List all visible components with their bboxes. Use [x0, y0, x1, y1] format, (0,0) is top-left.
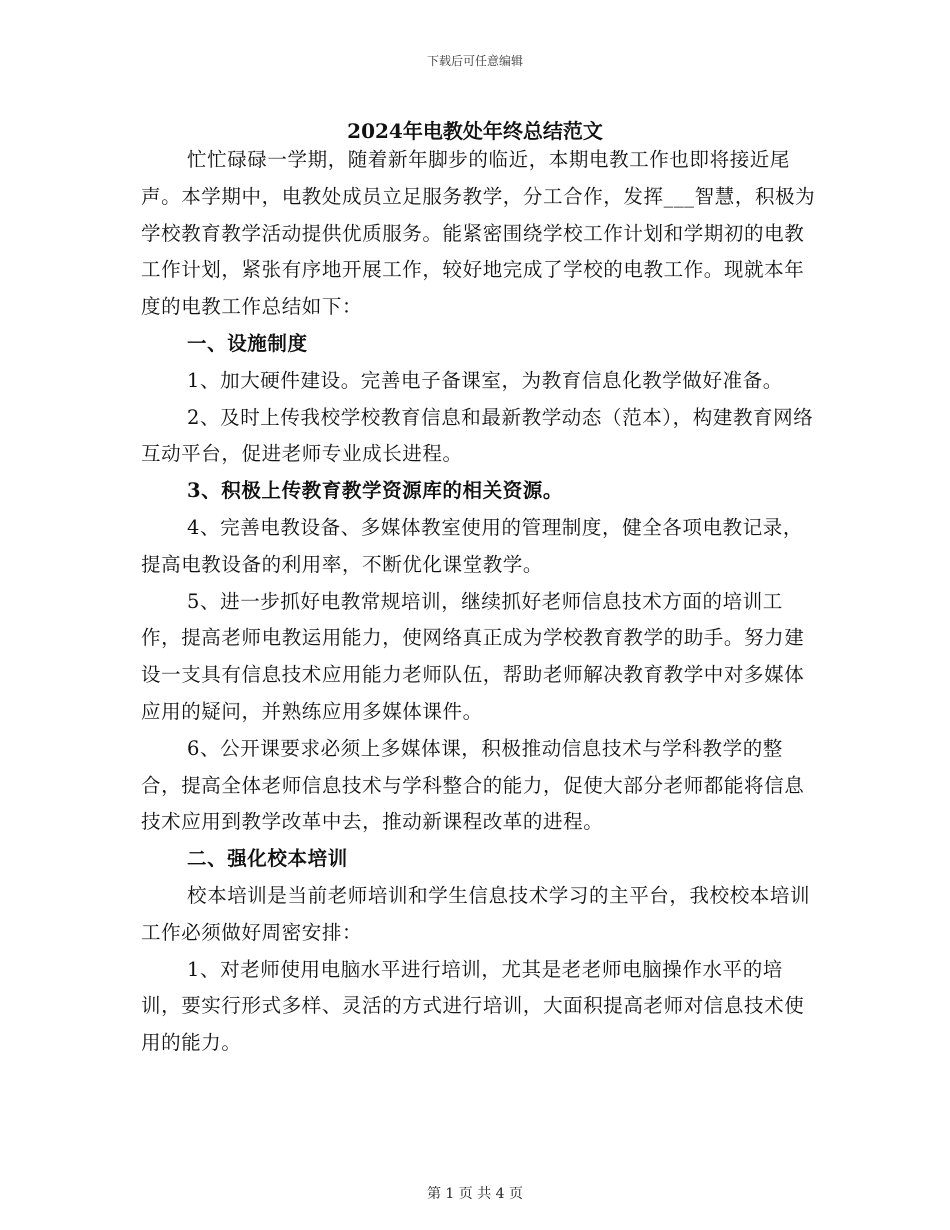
page-footer: 第 1 页 共 4 页 [426, 1186, 524, 1202]
list-item: 5、进一步抓好电教常规培训，继续抓好老师信息技术方面的培训工作，提高老师电教运用能力，使网络真正成为学校教育教学的助手。努力建设一支具有信息技术应用能力老师队伍，帮助老师解决教育教学中对多媒体应用的疑问，并熟练应用多媒体课件。 [141, 589, 805, 723]
intro-paragraph: 忙忙碌碌一学期，随着新年脚步的临近，本期电教工作也即将接近尾声。本学期中，电教处成员立足服务教学，分工合作，发挥___智慧，积极为学校教育教学活动提供优质服务。能紧密围绕学校工作计划和学期初的电教工作计划，紧张有序地开展工作，较好地完成了学校的电教工作。现就本年度的电教工作总结如下： [141, 148, 816, 319]
list-item: 4、完善电教设备、多媒体教室使用的管理制度，健全各项电教记录，提高电教设备的利用率，不断优化课堂教学。 [141, 515, 804, 576]
list-item-bold: 3、积极上传教育教学资源库的相关资源。 [187, 479, 563, 503]
document-title: 2024年电教处年终总结范文 [347, 119, 603, 143]
list-item: 1、对老师使用电脑水平进行培训，尤其是老老师电脑操作水平的培训，要实行形式多样、灵活的方式进行培训，大面积提高老师对信息技术使用的能力。 [141, 957, 805, 1055]
list-item: 2、及时上传我校学校教育信息和最新教学动态（范本），构建教育网络互动平台，促进老师专业成长进程。 [141, 405, 814, 466]
training-paragraph: 校本培训是当前老师培训和学生信息技术学习的主平台，我校校本培训工作必须做好周密安排： [141, 883, 811, 944]
list-item: 6、公开课要求必须上多媒体课，积极推动信息技术与学科教学的整合，提高全体老师信息技术与学科整合的能力，促使大部分老师都能将信息技术应用到教学改革中去，推动新课程改革的进程。 [141, 736, 805, 834]
document-body [141, 142, 817, 1062]
section-heading-facilities: 一、设施制度 [187, 331, 308, 355]
section-heading-training: 二、强化校本培训 [187, 847, 348, 871]
page-header: 下载后可任意编辑 [426, 54, 523, 68]
list-item: 1、加大硬件建设。完善电子备课室，为教育信息化教学做好准备。 [187, 368, 783, 392]
